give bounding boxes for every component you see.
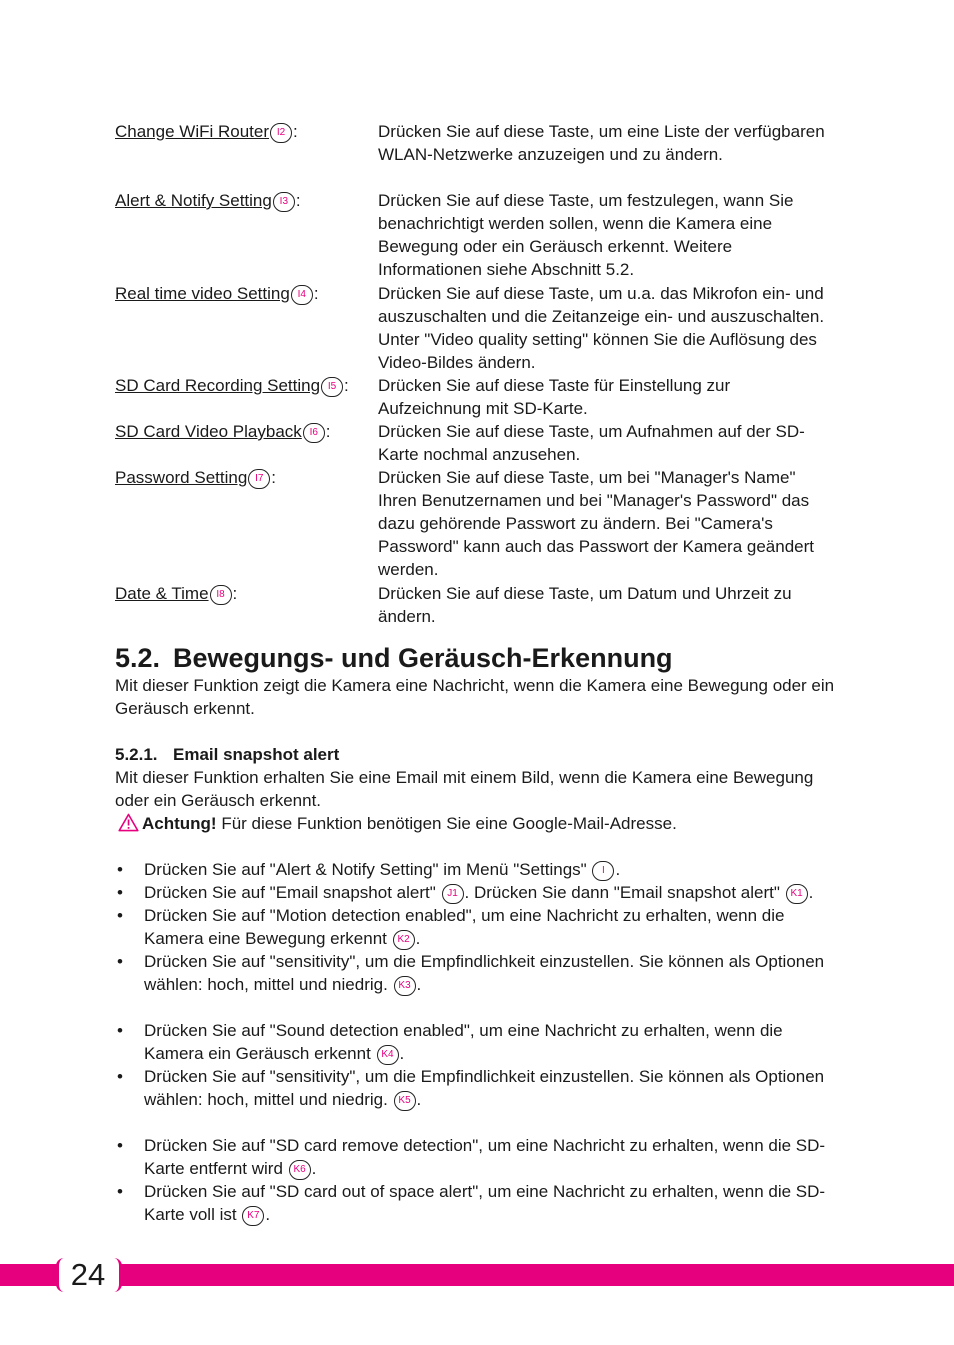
list-item-text: .	[399, 1044, 405, 1063]
warning-note	[118, 812, 677, 838]
subsection-number: 5.2.1.	[115, 745, 158, 764]
instruction-list	[115, 858, 835, 1226]
term-colon: :	[293, 122, 298, 141]
term-colon: :	[232, 584, 238, 603]
callout-badge: I8	[210, 585, 232, 605]
callout-badge: I2	[270, 123, 292, 143]
bullet-icon: •	[117, 1182, 123, 1201]
section-number: 5.2.	[115, 643, 161, 673]
term-colon: :	[325, 422, 331, 441]
definition-term	[115, 120, 378, 189]
definition-row	[115, 120, 835, 189]
list-item	[115, 904, 835, 950]
callout-badge: I3	[273, 192, 295, 212]
callout-badge: K6	[289, 1160, 311, 1180]
warning-text: Für diese Funktion benötigen Sie eine Google-Mail-Adresse.	[216, 814, 677, 833]
callout-badge: I7	[248, 469, 270, 489]
bullet-icon: •	[117, 1067, 123, 1086]
subsection-title: Email snapshot alert	[173, 745, 340, 764]
bullet-icon: •	[117, 883, 123, 902]
term-label: Alert & Notify Setting	[115, 191, 272, 210]
list-item	[115, 881, 835, 904]
callout-badge: K4	[377, 1045, 399, 1065]
definition-term	[115, 582, 378, 628]
definition-description: Drücken Sie auf diese Taste, um bei "Manager's Name" Ihren Benutzernamen und bei "Manager's Password" das dazu gehörende Passwort zu ändern. Bei "Camera's Password" kann auch das Passwort der Kamera geändert werden.	[378, 468, 814, 579]
term-label: SD Card Recording Setting	[115, 376, 321, 395]
list-item-text: Drücken Sie auf "Sound detection enabled", um eine Nachricht zu erhalten, wenn die Kamera ein Geräusch erkennt	[144, 1021, 783, 1063]
list-item-text: .	[311, 1159, 317, 1178]
definition-description: Drücken Sie auf diese Taste, um Aufnahmen auf der SD-Karte nochmal anzusehen.	[378, 422, 805, 464]
list-item-text: .	[416, 1090, 422, 1109]
list-item-text: Drücken Sie auf "Alert & Notify Setting" im Menü "Settings"	[144, 860, 592, 879]
term-colon: :	[313, 284, 319, 303]
section-title: Bewegungs- und Geräusch-Erkennung	[173, 643, 673, 673]
term-label: Real time video Setting	[115, 284, 290, 303]
list-spacer	[115, 996, 835, 1019]
term-label: Date & Time	[115, 584, 209, 603]
warning-label: Achtung!	[142, 814, 217, 833]
section-heading	[115, 640, 673, 676]
subsection-text: Mit dieser Funktion erhalten Sie eine Email mit einem Bild, wenn die Kamera eine Bewegung oder ein Geräusch erkennt.	[115, 768, 814, 810]
page-number: 24	[70, 1257, 106, 1292]
list-item-text: Drücken Sie auf "Email snapshot alert"	[144, 883, 441, 902]
bullet-icon: •	[117, 906, 123, 925]
definition-term	[115, 420, 378, 466]
callout-badge: J1	[442, 884, 464, 904]
definition-row	[115, 420, 835, 466]
definition-description: Drücken Sie auf diese Taste, um u.a. das Mikrofon ein- und auszuschalten und die Zeitanzeige ein- und auszuschalten. Unter "Video quality setting" können Sie die Auflösung des Video-Bildes ändern.	[378, 284, 825, 372]
definition-term	[115, 282, 378, 374]
section-intro: Mit dieser Funktion zeigt die Kamera eine Nachricht, wenn die Kamera eine Bewegung oder ein Geräusch erkennt.	[115, 676, 835, 718]
term-label: Password Setting	[115, 468, 248, 487]
callout-badge: I	[592, 861, 614, 881]
list-item-text: Drücken Sie auf "sensitivity", um die Empfindlichkeit einzustellen. Sie können als Optionen wählen: hoch, mittel und niedrig.	[144, 1067, 825, 1109]
definition-description: Drücken Sie auf diese Taste für Einstellung zur Aufzeichnung mit SD-Karte.	[378, 376, 731, 418]
bullet-icon: •	[117, 1136, 123, 1155]
callout-badge: K1	[786, 884, 808, 904]
callout-badge: I5	[321, 377, 343, 397]
definition-description: Drücken Sie auf diese Taste, um Datum und Uhrzeit zu ändern.	[378, 584, 792, 626]
definition-row	[115, 582, 835, 628]
definition-row	[115, 189, 835, 282]
callout-badge: K3	[394, 976, 416, 996]
definition-row	[115, 282, 835, 374]
list-spacer	[115, 1111, 835, 1134]
callout-badge: K7	[242, 1206, 264, 1226]
callout-badge: I4	[291, 285, 313, 305]
list-item	[115, 1180, 835, 1226]
list-item	[115, 950, 835, 996]
bullet-icon: •	[117, 952, 123, 971]
list-item-text: Drücken Sie auf "Motion detection enabled", um eine Nachricht zu erhalten, wenn die Kamera eine Bewegung erkennt	[144, 906, 785, 948]
settings-definition-list	[115, 120, 835, 628]
callout-badge: I6	[303, 423, 325, 443]
term-label: Change WiFi Router	[115, 122, 270, 141]
definition-description: Drücken Sie auf diese Taste, um festzulegen, wann Sie benachrichtigt werden sollen, wenn die Kamera eine Bewegung oder ein Geräusch erkennt. Weitere Informationen siehe Abschnitt 5.2.	[378, 191, 794, 279]
term-colon: :	[295, 191, 301, 210]
definition-description: Drücken Sie auf diese Taste, um eine Liste der verfügbaren WLAN-Netzwerke anzuzeigen und zu ändern.	[378, 122, 825, 164]
list-item-text: .	[265, 1205, 271, 1224]
bullet-icon: •	[117, 860, 123, 879]
footer-accent-bar	[0, 1264, 954, 1286]
list-item	[115, 1019, 835, 1065]
term-colon: :	[271, 468, 277, 487]
definition-row	[115, 466, 835, 582]
list-item	[115, 1065, 835, 1111]
list-item-text: .	[615, 860, 621, 879]
definition-row	[115, 374, 835, 420]
term-colon: :	[344, 376, 349, 395]
definition-term	[115, 374, 378, 420]
callout-badge: K2	[393, 930, 415, 950]
list-item-text: .	[415, 929, 421, 948]
definition-term	[115, 466, 378, 582]
list-item-text: . Drücken Sie dann "Email snapshot alert"	[464, 883, 785, 902]
list-item-text: Drücken Sie auf "SD card out of space alert", um eine Nachricht zu erhalten, wenn die SD-Karte voll ist	[144, 1182, 826, 1224]
callout-badge: K5	[394, 1091, 416, 1111]
list-item-text: .	[808, 883, 814, 902]
subsection-heading	[115, 743, 339, 766]
bullet-icon: •	[117, 1021, 123, 1040]
list-item-text: Drücken Sie auf "SD card remove detection", um eine Nachricht zu erhalten, wenn die SD-Karte entfernt wird	[144, 1136, 826, 1178]
term-label: SD Card Video Playback	[115, 422, 302, 441]
definition-term	[115, 189, 378, 282]
list-item-text: Drücken Sie auf "sensitivity", um die Empfindlichkeit einzustellen. Sie können als Optionen wählen: hoch, mittel und niedrig.	[144, 952, 825, 994]
list-item	[115, 858, 835, 881]
list-item	[115, 1134, 835, 1180]
list-item-text: .	[416, 975, 422, 994]
warning-triangle-icon	[118, 813, 139, 838]
